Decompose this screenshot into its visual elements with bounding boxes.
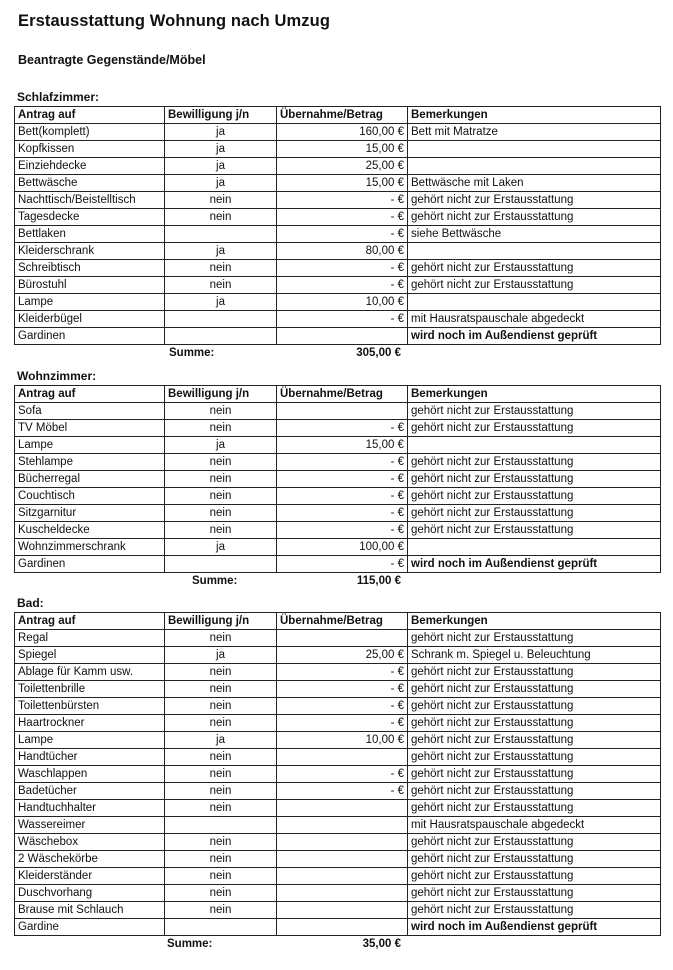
cell-item: Sitzgarnitur (15, 505, 165, 522)
cell-approval: ja (165, 732, 277, 749)
cell-remark: wird noch im Außendienst geprüft (408, 919, 661, 936)
cell-amount (277, 749, 408, 766)
cell-remark: mit Hausratspauschale abgedeckt (408, 817, 661, 834)
header-betrag: Übernahme/Betrag (277, 613, 408, 630)
sum-value: 305,00 € (356, 347, 401, 359)
cell-remark (408, 539, 661, 556)
cell-item: Lampe (15, 732, 165, 749)
cell-item: TV Möbel (15, 420, 165, 437)
cell-remark: gehört nicht zur Erstausstattung (408, 192, 661, 209)
table-row (15, 698, 661, 715)
cell-item: Bürostuhl (15, 277, 165, 294)
items-table (14, 385, 661, 573)
cell-remark: gehört nicht zur Erstausstattung (408, 885, 661, 902)
table-row (15, 328, 661, 345)
table-row (15, 851, 661, 868)
table-row (15, 277, 661, 294)
table-row (15, 817, 661, 834)
cell-remark: wird noch im Außendienst geprüft (408, 328, 661, 345)
table-row (15, 505, 661, 522)
cell-amount: - € (277, 420, 408, 437)
cell-item: Bücherregal (15, 471, 165, 488)
cell-amount: - € (277, 556, 408, 573)
table-row (15, 732, 661, 749)
table-row (15, 141, 661, 158)
table-row (15, 902, 661, 919)
header-bemerkungen: Bemerkungen (408, 613, 661, 630)
cell-item: Gardinen (15, 328, 165, 345)
cell-item: Gardine (15, 919, 165, 936)
cell-item: Couchtisch (15, 488, 165, 505)
cell-remark: Schrank m. Spiegel u. Beleuchtung (408, 647, 661, 664)
cell-item: Waschlappen (15, 766, 165, 783)
cell-approval: nein (165, 403, 277, 420)
header-bewilligung: Bewilligung j/n (165, 107, 277, 124)
cell-approval: nein (165, 522, 277, 539)
table-row (15, 488, 661, 505)
cell-item: Lampe (15, 294, 165, 311)
header-bemerkungen: Bemerkungen (408, 107, 661, 124)
cell-approval: ja (165, 175, 277, 192)
section-heading: Bad: (17, 596, 44, 610)
cell-approval: nein (165, 800, 277, 817)
cell-approval (165, 817, 277, 834)
cell-item: Nachttisch/Beistelltisch (15, 192, 165, 209)
cell-item: Kuscheldecke (15, 522, 165, 539)
cell-item: 2 Wäschekörbe (15, 851, 165, 868)
cell-remark: gehört nicht zur Erstausstattung (408, 800, 661, 817)
cell-approval: ja (165, 124, 277, 141)
table-row (15, 311, 661, 328)
cell-approval: ja (165, 647, 277, 664)
sum-row (14, 936, 660, 953)
cell-approval (165, 328, 277, 345)
cell-item: Brause mit Schlauch (15, 902, 165, 919)
sum-label: Summe: (167, 938, 213, 950)
cell-item: Toilettenbürsten (15, 698, 165, 715)
cell-item: Gardinen (15, 556, 165, 573)
table-row (15, 664, 661, 681)
cell-approval (165, 919, 277, 936)
cell-approval: nein (165, 505, 277, 522)
cell-item: Sofa (15, 403, 165, 420)
table-row (15, 243, 661, 260)
section-bad (14, 594, 660, 953)
cell-approval: nein (165, 664, 277, 681)
cell-item: Lampe (15, 437, 165, 454)
table-row (15, 175, 661, 192)
cell-item: Kleiderbügel (15, 311, 165, 328)
cell-amount: - € (277, 192, 408, 209)
cell-amount (277, 800, 408, 817)
table-row (15, 226, 661, 243)
table-row (15, 539, 661, 556)
table-header-row (15, 613, 661, 630)
cell-remark (408, 294, 661, 311)
cell-approval (165, 226, 277, 243)
cell-approval: nein (165, 209, 277, 226)
cell-approval: ja (165, 294, 277, 311)
cell-amount: - € (277, 715, 408, 732)
table-row (15, 885, 661, 902)
cell-approval: nein (165, 454, 277, 471)
cell-item: Handtuchhalter (15, 800, 165, 817)
sum-row (14, 573, 660, 590)
cell-amount: 25,00 € (277, 647, 408, 664)
cell-remark: mit Hausratspauschale abgedeckt (408, 311, 661, 328)
cell-approval: ja (165, 539, 277, 556)
cell-amount (277, 851, 408, 868)
cell-approval: ja (165, 437, 277, 454)
cell-amount: - € (277, 522, 408, 539)
cell-approval: nein (165, 488, 277, 505)
cell-remark: wird noch im Außendienst geprüft (408, 556, 661, 573)
cell-remark (408, 437, 661, 454)
cell-amount (277, 403, 408, 420)
table-row (15, 766, 661, 783)
table-row (15, 715, 661, 732)
table-row (15, 403, 661, 420)
table-header-row (15, 386, 661, 403)
cell-approval: nein (165, 868, 277, 885)
cell-amount: - € (277, 471, 408, 488)
cell-amount (277, 919, 408, 936)
cell-remark: gehört nicht zur Erstausstattung (408, 749, 661, 766)
cell-remark (408, 158, 661, 175)
table-row (15, 800, 661, 817)
cell-remark: gehört nicht zur Erstausstattung (408, 260, 661, 277)
cell-amount: - € (277, 454, 408, 471)
table-row (15, 868, 661, 885)
sum-label: Summe: (192, 575, 238, 587)
cell-amount: - € (277, 698, 408, 715)
cell-amount: - € (277, 766, 408, 783)
table-row (15, 556, 661, 573)
cell-approval: nein (165, 851, 277, 868)
table-row (15, 294, 661, 311)
cell-item: Handtücher (15, 749, 165, 766)
cell-item: Kleiderschrank (15, 243, 165, 260)
cell-approval: nein (165, 749, 277, 766)
cell-item: Kleiderständer (15, 868, 165, 885)
cell-remark: gehört nicht zur Erstausstattung (408, 277, 661, 294)
cell-remark: siehe Bettwäsche (408, 226, 661, 243)
cell-remark: gehört nicht zur Erstausstattung (408, 505, 661, 522)
cell-remark: gehört nicht zur Erstausstattung (408, 851, 661, 868)
cell-amount: 15,00 € (277, 437, 408, 454)
cell-remark: gehört nicht zur Erstausstattung (408, 664, 661, 681)
cell-approval: nein (165, 902, 277, 919)
cell-remark (408, 141, 661, 158)
header-antrag-auf: Antrag auf (15, 107, 165, 124)
cell-approval: ja (165, 243, 277, 260)
table-row (15, 209, 661, 226)
cell-remark: gehört nicht zur Erstausstattung (408, 488, 661, 505)
cell-remark: Bettwäsche mit Laken (408, 175, 661, 192)
table-row (15, 192, 661, 209)
cell-amount: 160,00 € (277, 124, 408, 141)
cell-approval: nein (165, 783, 277, 800)
document-title: Erstausstattung Wohnung nach Umzug (18, 12, 331, 30)
cell-amount: - € (277, 783, 408, 800)
cell-amount: - € (277, 260, 408, 277)
header-betrag: Übernahme/Betrag (277, 386, 408, 403)
table-row (15, 647, 661, 664)
cell-remark: gehört nicht zur Erstausstattung (408, 630, 661, 647)
cell-remark: gehört nicht zur Erstausstattung (408, 471, 661, 488)
cell-item: Schreibtisch (15, 260, 165, 277)
cell-approval: nein (165, 471, 277, 488)
cell-amount: 10,00 € (277, 732, 408, 749)
section-heading: Schlafzimmer: (17, 90, 100, 104)
cell-amount (277, 868, 408, 885)
cell-remark: gehört nicht zur Erstausstattung (408, 783, 661, 800)
table-row (15, 522, 661, 539)
cell-approval: nein (165, 885, 277, 902)
table-row (15, 260, 661, 277)
items-table (14, 612, 661, 936)
cell-remark: gehört nicht zur Erstausstattung (408, 868, 661, 885)
cell-item: Spiegel (15, 647, 165, 664)
cell-item: Stehlampe (15, 454, 165, 471)
cell-remark: gehört nicht zur Erstausstattung (408, 732, 661, 749)
cell-approval: nein (165, 277, 277, 294)
cell-item: Tagesdecke (15, 209, 165, 226)
header-antrag-auf: Antrag auf (15, 386, 165, 403)
table-header-row (15, 107, 661, 124)
sum-value: 35,00 € (362, 938, 401, 950)
cell-item: Einziehdecke (15, 158, 165, 175)
cell-remark: gehört nicht zur Erstausstattung (408, 766, 661, 783)
header-betrag: Übernahme/Betrag (277, 107, 408, 124)
cell-amount: 100,00 € (277, 539, 408, 556)
cell-approval: nein (165, 766, 277, 783)
table-row (15, 158, 661, 175)
header-bewilligung: Bewilligung j/n (165, 613, 277, 630)
cell-item: Ablage für Kamm usw. (15, 664, 165, 681)
table-row (15, 471, 661, 488)
header-antrag-auf: Antrag auf (15, 613, 165, 630)
cell-item: Badetücher (15, 783, 165, 800)
cell-amount (277, 817, 408, 834)
cell-amount: 15,00 € (277, 141, 408, 158)
cell-amount: 25,00 € (277, 158, 408, 175)
section-heading: Wohnzimmer: (17, 369, 97, 383)
table-row (15, 437, 661, 454)
cell-approval: nein (165, 630, 277, 647)
cell-item: Bettwäsche (15, 175, 165, 192)
table-row (15, 783, 661, 800)
cell-approval: nein (165, 192, 277, 209)
cell-approval: nein (165, 715, 277, 732)
cell-remark (408, 243, 661, 260)
cell-amount (277, 834, 408, 851)
section-schlafzimmer (14, 88, 660, 362)
items-table (14, 106, 661, 345)
cell-item: Toilettenbrille (15, 681, 165, 698)
header-bewilligung: Bewilligung j/n (165, 386, 277, 403)
cell-amount: - € (277, 505, 408, 522)
cell-remark: gehört nicht zur Erstausstattung (408, 698, 661, 715)
cell-amount: - € (277, 226, 408, 243)
cell-remark: gehört nicht zur Erstausstattung (408, 522, 661, 539)
table-row (15, 919, 661, 936)
table-row (15, 834, 661, 851)
cell-item: Bett(komplett) (15, 124, 165, 141)
document-subtitle: Beantragte Gegenstände/Möbel (18, 53, 206, 67)
cell-amount: 10,00 € (277, 294, 408, 311)
cell-item: Kopfkissen (15, 141, 165, 158)
cell-amount: 15,00 € (277, 175, 408, 192)
cell-approval (165, 311, 277, 328)
cell-amount: - € (277, 277, 408, 294)
cell-amount (277, 885, 408, 902)
cell-remark: gehört nicht zur Erstausstattung (408, 454, 661, 471)
cell-amount (277, 328, 408, 345)
cell-amount: 80,00 € (277, 243, 408, 260)
cell-remark: gehört nicht zur Erstausstattung (408, 420, 661, 437)
cell-approval: nein (165, 420, 277, 437)
table-row (15, 420, 661, 437)
cell-amount (277, 630, 408, 647)
cell-item: Wäschebox (15, 834, 165, 851)
cell-approval: ja (165, 158, 277, 175)
cell-remark: gehört nicht zur Erstausstattung (408, 403, 661, 420)
cell-approval: nein (165, 698, 277, 715)
table-row (15, 630, 661, 647)
table-row (15, 749, 661, 766)
cell-remark: gehört nicht zur Erstausstattung (408, 902, 661, 919)
cell-amount: - € (277, 209, 408, 226)
cell-approval: nein (165, 834, 277, 851)
cell-remark: gehört nicht zur Erstausstattung (408, 715, 661, 732)
cell-amount (277, 902, 408, 919)
cell-item: Bettlaken (15, 226, 165, 243)
header-bemerkungen: Bemerkungen (408, 386, 661, 403)
cell-item: Wassereimer (15, 817, 165, 834)
cell-amount: - € (277, 664, 408, 681)
sum-row (14, 345, 660, 362)
sum-value: 115,00 € (356, 575, 401, 587)
cell-approval (165, 556, 277, 573)
cell-approval: nein (165, 681, 277, 698)
cell-remark: gehört nicht zur Erstausstattung (408, 681, 661, 698)
table-row (15, 124, 661, 141)
sum-label: Summe: (169, 347, 215, 359)
cell-item: Wohnzimmerschrank (15, 539, 165, 556)
section-wohnzimmer (14, 367, 660, 590)
cell-amount: - € (277, 488, 408, 505)
cell-remark: Bett mit Matratze (408, 124, 661, 141)
cell-item: Duschvorhang (15, 885, 165, 902)
cell-amount: - € (277, 681, 408, 698)
cell-approval: nein (165, 260, 277, 277)
table-row (15, 454, 661, 471)
cell-item: Haartrockner (15, 715, 165, 732)
cell-amount: - € (277, 311, 408, 328)
cell-item: Regal (15, 630, 165, 647)
cell-approval: ja (165, 141, 277, 158)
table-row (15, 681, 661, 698)
cell-remark: gehört nicht zur Erstausstattung (408, 834, 661, 851)
cell-remark: gehört nicht zur Erstausstattung (408, 209, 661, 226)
